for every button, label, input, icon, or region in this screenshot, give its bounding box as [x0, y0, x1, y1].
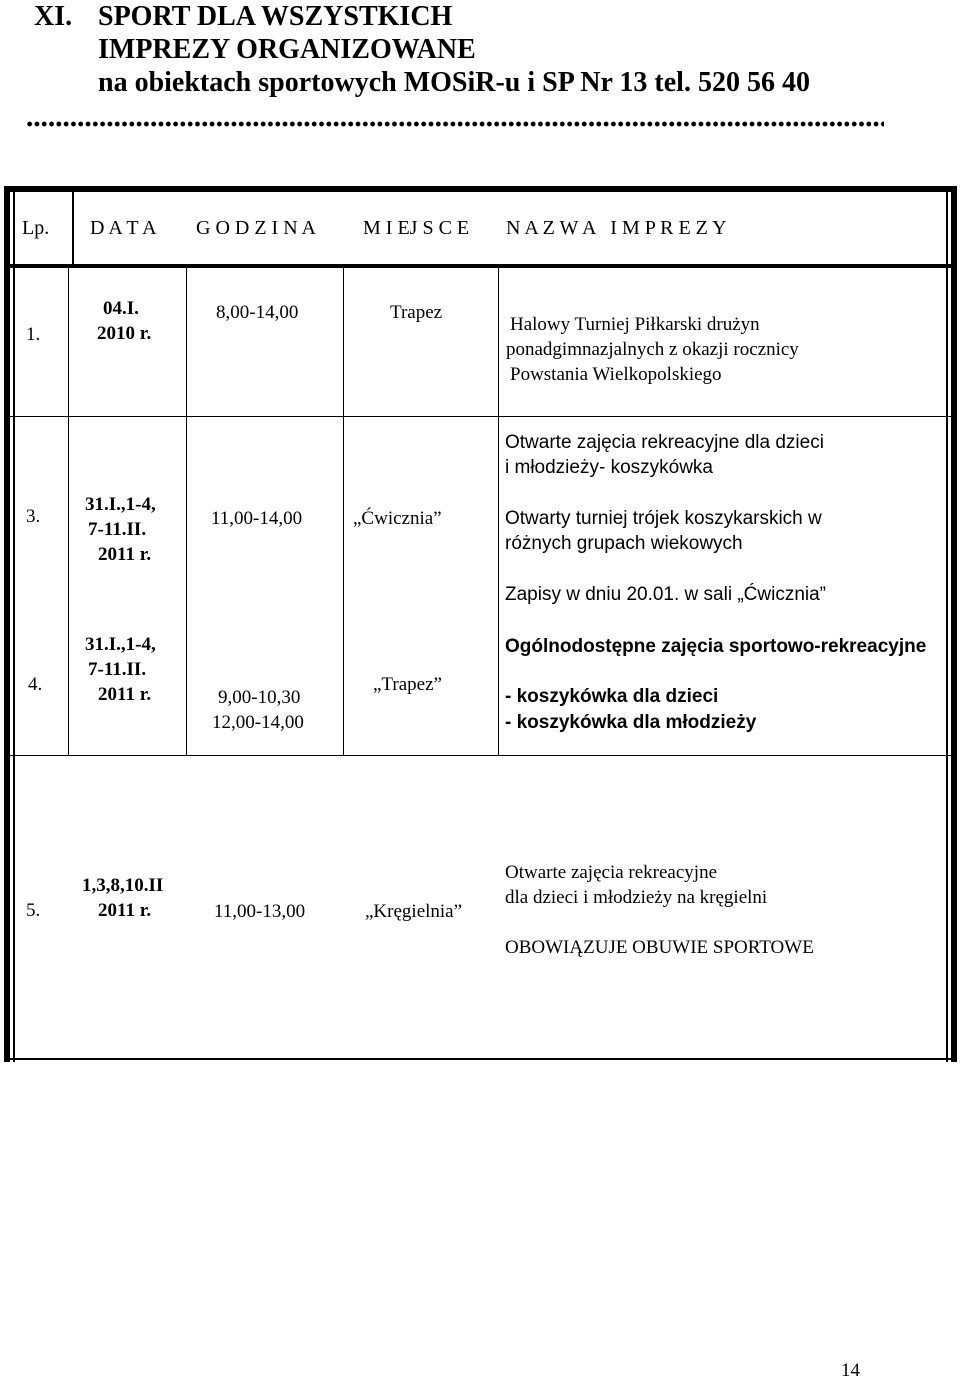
table-border-bottom	[4, 1058, 957, 1060]
col-divider	[498, 266, 499, 756]
section-title: SPORT DLA WSZYSTKICH	[98, 1, 453, 32]
row-time: 12,00-14,00	[212, 712, 304, 733]
row-lp: 5.	[26, 900, 41, 921]
row-lp: 1.	[26, 324, 41, 345]
col-divider	[68, 266, 69, 756]
row-event-line: dla dzieci i młodzieży na kręgielni	[505, 887, 768, 908]
row-event-line: Otwarte zajęcia rekreacyjne dla dzieci	[505, 432, 824, 453]
page-number: 14	[841, 1360, 860, 1381]
row-event-line: - koszykówka dla dzieci	[505, 686, 719, 707]
dotted-leader	[26, 118, 892, 130]
row-time: 11,00-14,00	[211, 508, 303, 529]
row-time: 8,00-14,00	[216, 302, 299, 323]
row-event-line: OBOWIĄZUJE OBUWIE SPORTOWE	[505, 937, 814, 958]
row-date-line: 2011 r.	[98, 544, 152, 565]
row-lp: 3.	[26, 506, 41, 527]
table-border-left	[4, 186, 10, 1062]
row-event-line: ponadgimnazjalnych z okazji rocznicy	[506, 339, 799, 360]
col-divider	[343, 266, 344, 756]
header-godzina: G O D Z I N A	[196, 217, 316, 239]
header-nazwa: N A Z W A I M P R E Z Y	[506, 217, 727, 239]
row-date-line: 31.I.,1-4,	[85, 494, 156, 515]
row-event-line: Otwarte zajęcia rekreacyjne	[505, 862, 718, 883]
row-divider	[4, 755, 957, 756]
section-location: na obiektach sportowych MOSiR-u i SP Nr 13 tel. 520 56 40	[98, 67, 810, 98]
header-data: D A T A	[90, 217, 157, 239]
row-date-line: 2010 r.	[97, 323, 152, 344]
row-place: „Ćwicznia”	[353, 508, 442, 529]
row-time: 11,00-13,00	[214, 901, 306, 922]
row-event-line: Zapisy w dniu 20.01. w sali „Ćwicznia”	[505, 584, 827, 605]
row-event-line: - koszykówka dla młodzieży	[505, 712, 757, 733]
row-date-line: 04.I.	[103, 298, 139, 319]
row-date-line: 1,3,8,10.II	[82, 875, 164, 896]
header-separator	[4, 264, 957, 268]
row-event-line: Ogólnodostępne zajęcia sportowo-rekreacyjne	[505, 636, 927, 657]
row-event-line: różnych grupach wiekowych	[505, 533, 743, 554]
table-border-right	[951, 186, 957, 1062]
row-date-line: 7-11.II.	[88, 519, 147, 540]
row-time: 9,00-10,30	[218, 687, 301, 708]
row-lp: 4.	[28, 674, 43, 695]
section-number: XI.	[34, 1, 73, 32]
row-place: „Trapez”	[373, 674, 442, 695]
row-date-line: 7-11.II.	[88, 659, 147, 680]
row-date-line: 2011 r.	[98, 684, 152, 705]
col-divider	[946, 190, 948, 1062]
col-divider	[186, 266, 187, 756]
row-place: „Kręgielnia”	[365, 901, 463, 922]
row-divider	[4, 416, 957, 417]
table-border-top	[4, 186, 957, 192]
col-divider	[13, 190, 15, 1062]
row-place: Trapez	[390, 302, 443, 323]
row-event-line: Otwarty turniej trójek koszykarskich w	[505, 508, 822, 529]
row-event-line: Powstania Wielkopolskiego	[510, 364, 722, 385]
section-subtitle: IMPREZY ORGANIZOWANE	[98, 34, 476, 65]
row-event-line: Halowy Turniej Piłkarski drużyn	[510, 314, 760, 335]
header-miejsce: M I EJ S C E	[363, 217, 470, 239]
col-divider	[72, 190, 74, 266]
header-lp: Lp.	[22, 217, 50, 239]
row-event-line: i młodzieży- koszykówka	[505, 457, 713, 478]
row-date-line: 31.I.,1-4,	[85, 634, 156, 655]
row-date-line: 2011 r.	[98, 900, 152, 921]
